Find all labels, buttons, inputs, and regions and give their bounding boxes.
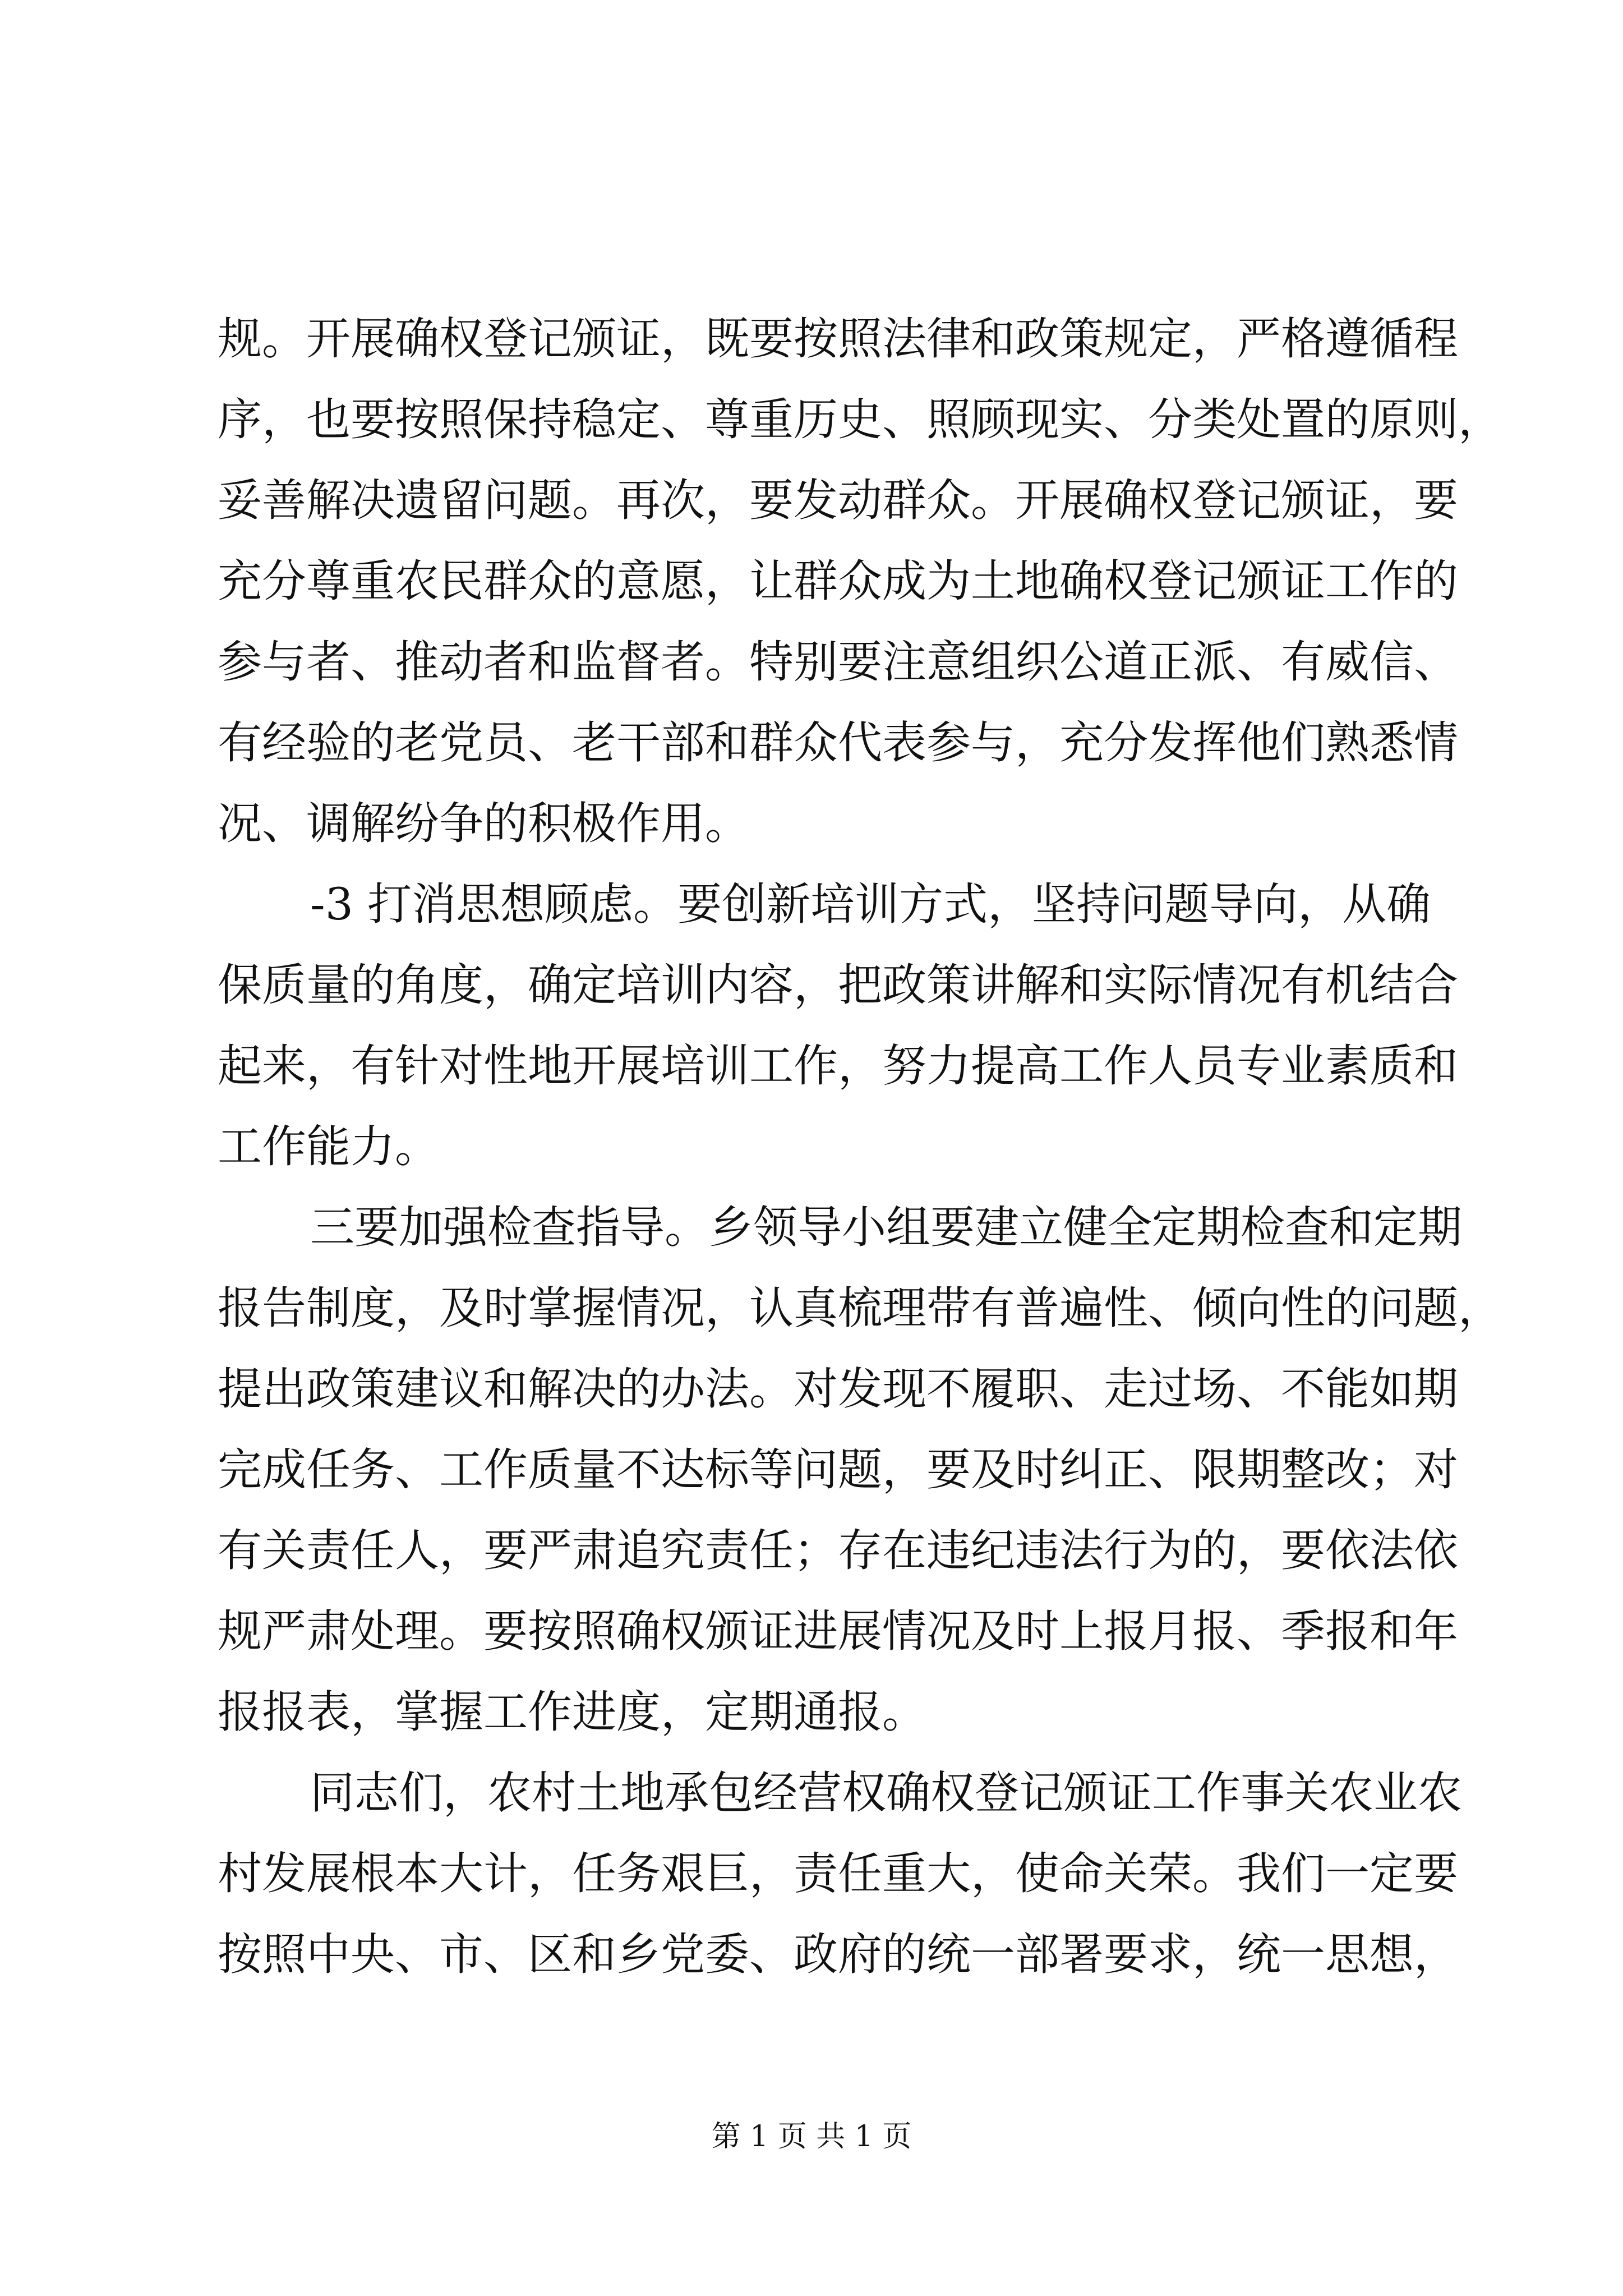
- text-line: 充分尊重农民群众的意愿，让群众成为土地确权登记颁证工作的: [218, 555, 1458, 607]
- text-line: 村发展根本大计，任务艰巨，责任重大，使命关荣。我们一定要: [218, 1848, 1458, 1899]
- paragraph-first-line: -3 打消思想顾虑。要创新培训方式，坚持问题导向，从确: [310, 878, 1431, 930]
- paragraph-first-line: 同志们，农村土地承包经营权确权登记颁证工作事关农业农: [310, 1767, 1462, 1819]
- text-line: 况、调解纷争的积极作用。: [218, 798, 749, 849]
- text-line: 完成任务、工作质量不达标等问题，要及时纠正、限期整改；对: [218, 1444, 1458, 1496]
- text-line: 保质量的角度，确定培训内容，把政策讲解和实际情况有机结合: [218, 959, 1458, 1011]
- text-line: 报告制度，及时掌握情况，认真梳理带有普遍性、倾向性的问题，: [218, 1282, 1502, 1334]
- body-text: [218, 298, 1502, 1995]
- text-line: 工作能力。: [218, 1121, 439, 1172]
- text-line: 提出政策建议和解决的办法。对发现不履职、走过场、不能如期: [218, 1363, 1458, 1415]
- text-line: 规。开展确权登记颁证，既要按照法律和政策规定，严格遵循程: [218, 313, 1458, 365]
- text-line: 起来，有针对性地开展培训工作，努力提高工作人员专业素质和: [218, 1040, 1458, 1092]
- paragraph-first-line: 三要加强检查指导。乡领导小组要建立健全定期检查和定期: [310, 1202, 1462, 1253]
- text-line: 妥善解决遗留问题。再次，要发动群众。开展确权登记颁证，要: [218, 475, 1458, 526]
- text-line: 有关责任人，要严肃追究责任；存在违纪违法行为的，要依法依: [218, 1525, 1458, 1576]
- text-line: 参与者、推动者和监督者。特别要注意组织公道正派、有威信、: [218, 636, 1458, 688]
- text-line: 序，也要按照保持稳定、尊重历史、照顾现实、分类处置的原则，: [218, 394, 1502, 445]
- text-line: 有经验的老党员、老干部和群众代表参与，充分发挥他们熟悉情: [218, 717, 1458, 769]
- text-line: 规严肃处理。要按照确权颁证进展情况及时上报月报、季报和年: [218, 1605, 1458, 1657]
- text-line: 报报表，掌握工作进度，定期通报。: [218, 1686, 926, 1738]
- page-footer: 第 1 页 共 1 页: [711, 2120, 912, 2154]
- text-line: 按照中央、市、区和乡党委、政府的统一部署要求，统一思想，: [218, 1929, 1458, 1980]
